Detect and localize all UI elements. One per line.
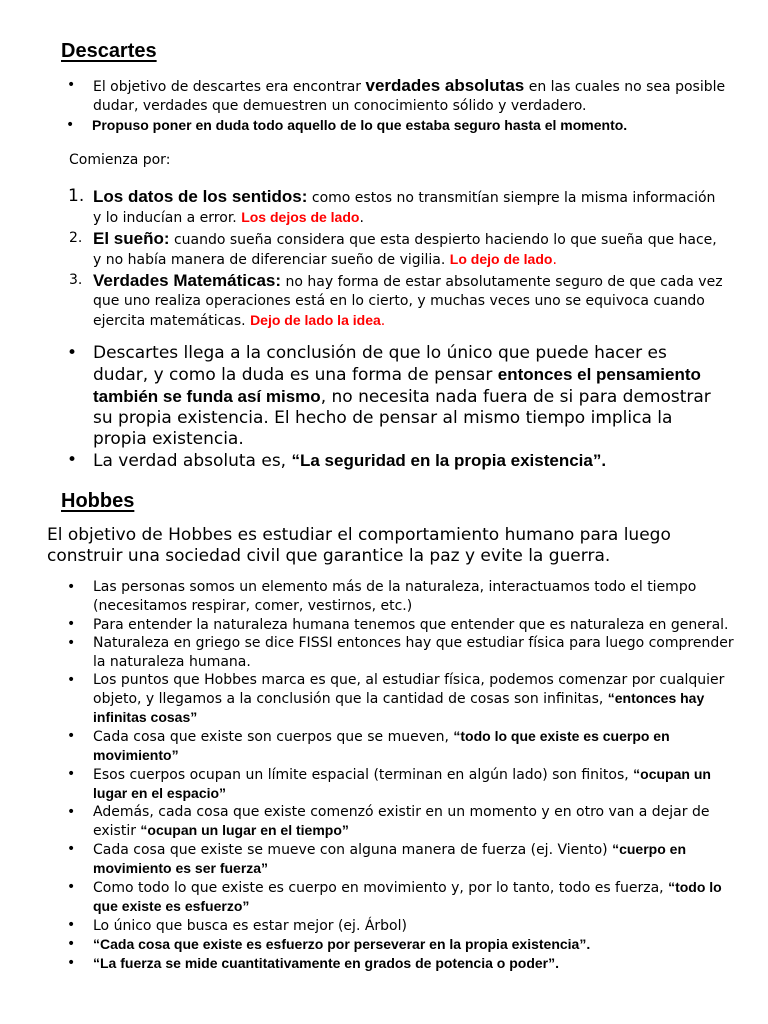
list-item: • Para entender la naturaleza humana tenemos que entender que es naturaleza en general. [93, 615, 743, 634]
emphasis-text: verdades absolutas [365, 76, 525, 95]
list-item: • Propuso poner en duda todo aquello de lo que estaba seguro hasta el momento. [92, 116, 733, 135]
comienza-label: Comienza por: [69, 152, 171, 168]
step-item: 3. Verdades Matemáticas: no hay forma de estar absolutamente seguro de que cada vez que uno realiza operaciones está en lo cierto, y muchas veces uno se equivoca cuando ejercita matemáticas. Dejo de lado la idea. [69, 271, 723, 329]
descartes-intro-list [93, 76, 733, 135]
list-item: • El objetivo de descartes era encontrar verdades absolutas en las cuales no sea posible dudar, verdades que demuestren un conocimiento sólido y verdadero. [93, 76, 733, 116]
step-item: 1. Los datos de los sentidos: como estos no transmitían siempre la misma información y lo inducían a error. Los dejos de lado. [68, 186, 716, 226]
red-note: Los dejos de lado [241, 209, 360, 225]
list-item: • Cada cosa que existe son cuerpos que se mueven, “todo lo que existe es cuerpo en movimiento” [93, 727, 743, 765]
emphasis-text: “La fuerza se mide cuantitativamente en grados de potencia o poder”. [93, 955, 559, 971]
list-item [93, 935, 743, 954]
heading-hobbes: Hobbes [61, 490, 135, 512]
list-item: • Cada cosa que existe se mueve con alguna manera de fuerza (ej. Viento) “cuerpo en movimiento es ser fuerza” [93, 840, 743, 878]
emphasis-text: “ocupan un lugar en el tiempo” [140, 822, 349, 838]
descartes-conclusion-list [93, 343, 723, 472]
step-number: 2. [69, 230, 83, 246]
list-item: • Las personas somos un elemento más de la naturaleza, interactuamos todo el tiempo (necesitamos respirar, comer, vestirnos, etc.) [93, 578, 743, 615]
step-lead: Los datos de los sentidos: [93, 187, 308, 206]
step-item: 2. El sueño: cuando sueña considera que esta despierto haciendo lo que sueña que hace, y no había manera de diferenciar sueño de vigilia. Lo dejo de lado. [69, 229, 717, 268]
step-lead: El sueño: [93, 229, 170, 248]
list-item: • La verdad absoluta es, “La seguridad en la propia existencia”. [93, 450, 723, 472]
emphasis-text: “La seguridad en la propia existencia”. [291, 451, 607, 470]
hobbes-list [93, 578, 743, 973]
list-item: • Descartes llega a la conclusión de que lo único que puede hacer es dudar, y como la duda es una forma de pensar entonces el pensamiento también se funda así mismo, no necesita nada fuera de si para demostrar su propia existencia. El hecho de pensar al mismo tiempo implica la propia existencia. [93, 343, 723, 450]
heading-descartes: Descartes [61, 40, 157, 62]
emphasis-text: “cuerpo en movimiento es ser fuerza” [93, 841, 686, 876]
list-item: • Naturaleza en griego se dice FISSI entonces hay que estudiar física para luego comprender la naturaleza humana. [93, 634, 743, 671]
list-item: • Como todo lo que existe es cuerpo en movimiento y, por lo tanto, todo es fuerza, “todo lo que existe es esfuerzo” [93, 878, 743, 916]
red-note: Dejo de lado la idea [250, 312, 381, 328]
step-number: 1. [68, 186, 85, 206]
list-item: • Los puntos que Hobbes marca es que, al estudiar física, podemos comenzar por cualquier objeto, y llegamos a la conclusión que la cantidad de cosas son infinitas, “entonces hay infinitas cosas” [93, 671, 743, 727]
red-note: Lo dejo de lado [449, 251, 553, 267]
step-lead: Verdades Matemáticas: [93, 271, 282, 290]
list-item: • Esos cuerpos ocupan un límite espacial (terminan en algún lado) son finitos, “ocupan un lugar en el espacio” [93, 765, 743, 803]
hobbes-intro: El objetivo de Hobbes es estudiar el comportamiento humano para luego construir una sociedad civil que garantice la paz y evite la guerra. [47, 525, 671, 566]
emphasis-text: “todo lo que existe es esfuerzo” [93, 879, 722, 914]
list-item: • Lo único que busca es estar mejor (ej. Árbol) [93, 916, 743, 935]
emphasis-text: entonces el pensamiento también se funda así mismo [93, 365, 701, 406]
emphasis-text: “todo lo que existe es cuerpo en movimiento” [93, 728, 670, 763]
emphasis-text: “entonces hay infinitas cosas” [93, 690, 705, 725]
list-item [93, 954, 743, 973]
list-item: • Además, cada cosa que existe comenzó existir en un momento y en otro van a dejar de existir “ocupan un lugar en el tiempo” [93, 803, 743, 840]
descartes-steps-list [68, 186, 723, 332]
step-number: 3. [69, 272, 83, 288]
emphasis-text: “Cada cosa que existe es esfuerzo por perseverar en la propia existencia”. [93, 936, 591, 952]
emphasis-text: “ocupan un lugar en el espacio” [93, 766, 711, 801]
